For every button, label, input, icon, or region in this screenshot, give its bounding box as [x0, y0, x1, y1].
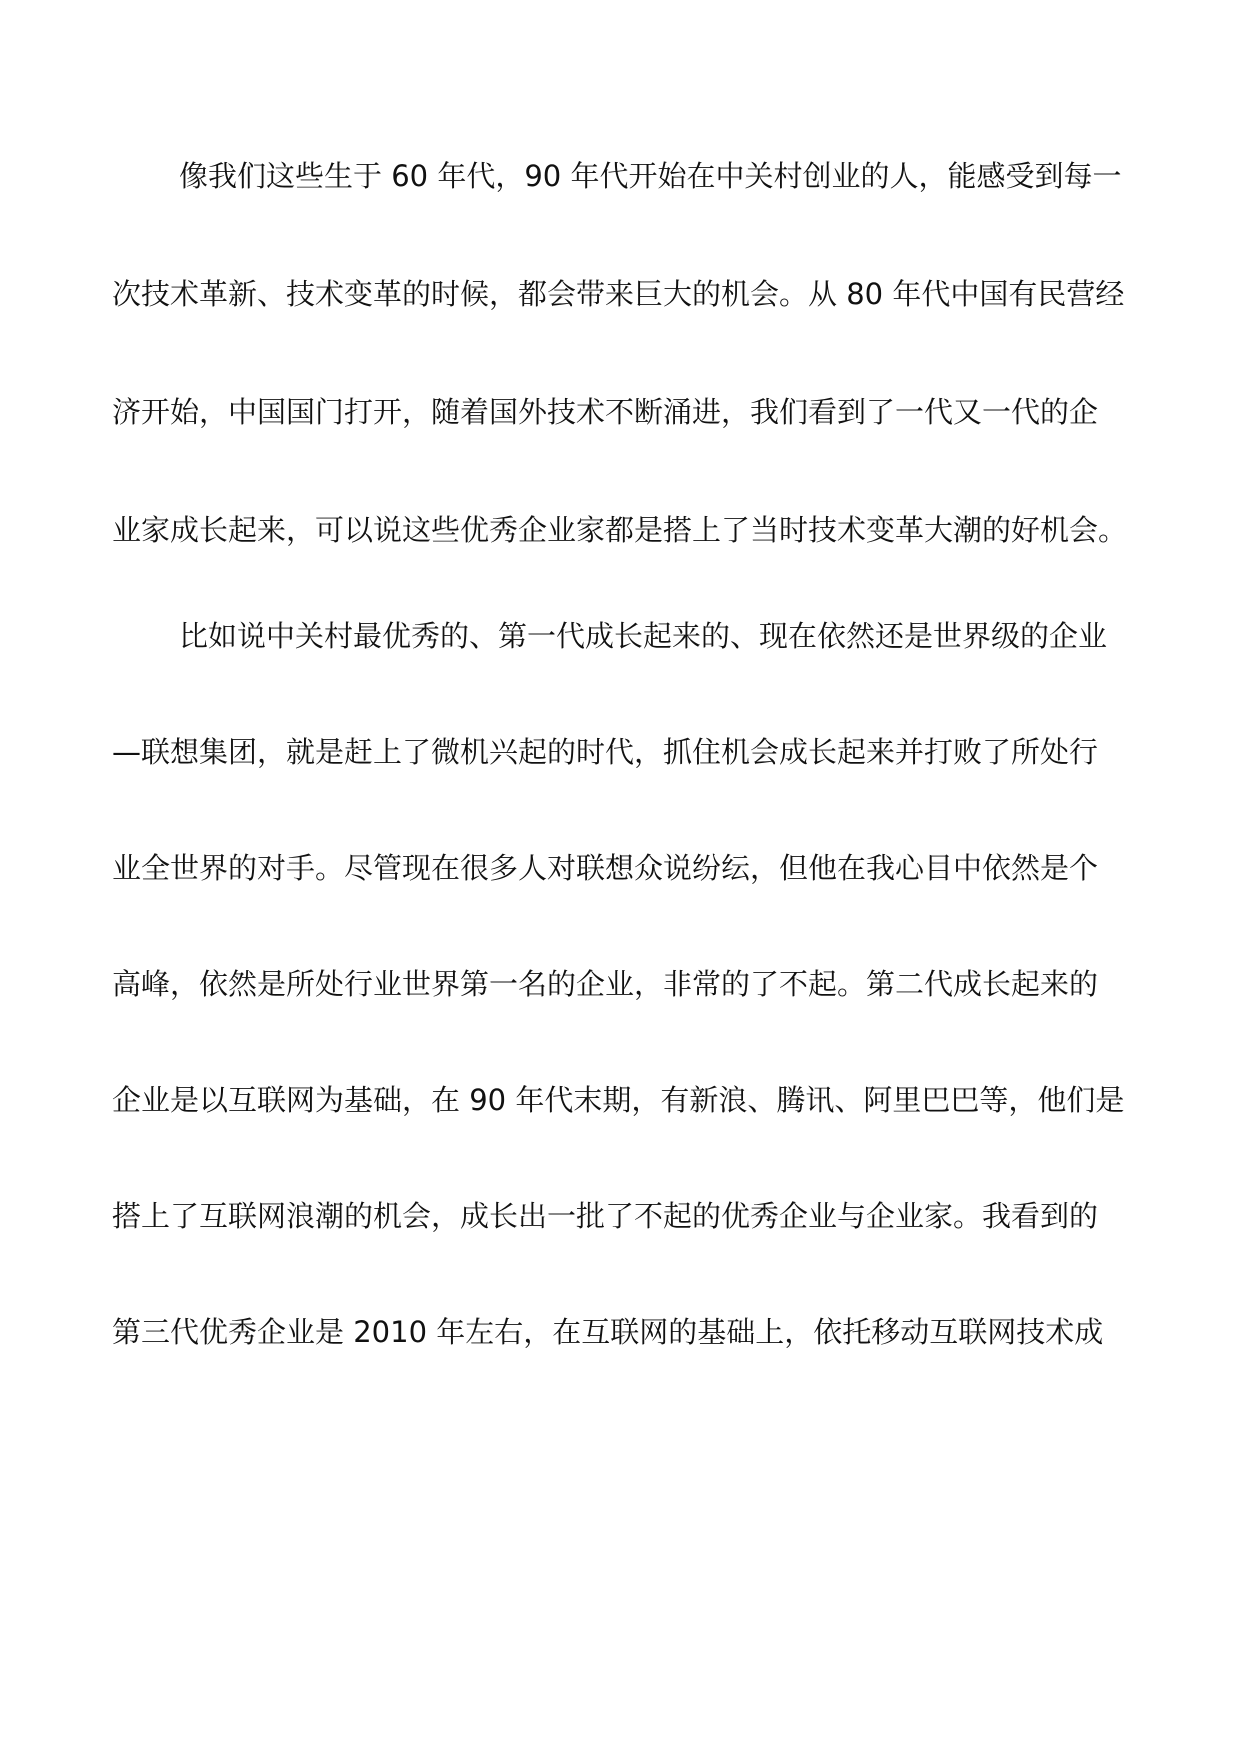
paragraph-1-line-1: 像我们这些生于 60 年代，90 年代开始在中关村创业的人，能感受到每一: [179, 159, 1122, 193]
paragraph-2-line-7: 第三代优秀企业是 2010 年左右，在互联网的基础上，依托移动互联网技术成: [112, 1315, 1104, 1349]
paragraph-2-line-1: 比如说中关村最优秀的、第一代成长起来的、现在依然还是世界级的企业: [179, 619, 1108, 653]
paragraph-2-line-4: 高峰，依然是所处行业世界第一名的企业，非常的了不起。第二代成长起来的: [112, 967, 1099, 1001]
paragraph-2-line-3: 业全世界的对手。尽管现在很多人对联想众说纷纭，但他在我心目中依然是个: [112, 851, 1099, 885]
paragraph-2-line-2: —联想集团，就是赶上了微机兴起的时代，抓住机会成长起来并打败了所处行: [112, 735, 1099, 769]
paragraph-2-line-6: 搭上了互联网浪潮的机会，成长出一批了不起的优秀企业与企业家。我看到的: [112, 1199, 1099, 1233]
paragraph-2-line-5: 企业是以互联网为基础，在 90 年代末期，有新浪、腾讯、阿里巴巴等，他们是: [112, 1083, 1125, 1117]
paragraph-1-line-4: 业家成长起来，可以说这些优秀企业家都是搭上了当时技术变革大潮的好机会。: [112, 513, 1128, 547]
paragraph-1-line-3: 济开始，中国国门打开，随着国外技术不断涌进，我们看到了一代又一代的企: [112, 395, 1099, 429]
paragraph-1-line-2: 次技术革新、技术变革的时候，都会带来巨大的机会。从 80 年代中国有民营经: [112, 277, 1125, 311]
